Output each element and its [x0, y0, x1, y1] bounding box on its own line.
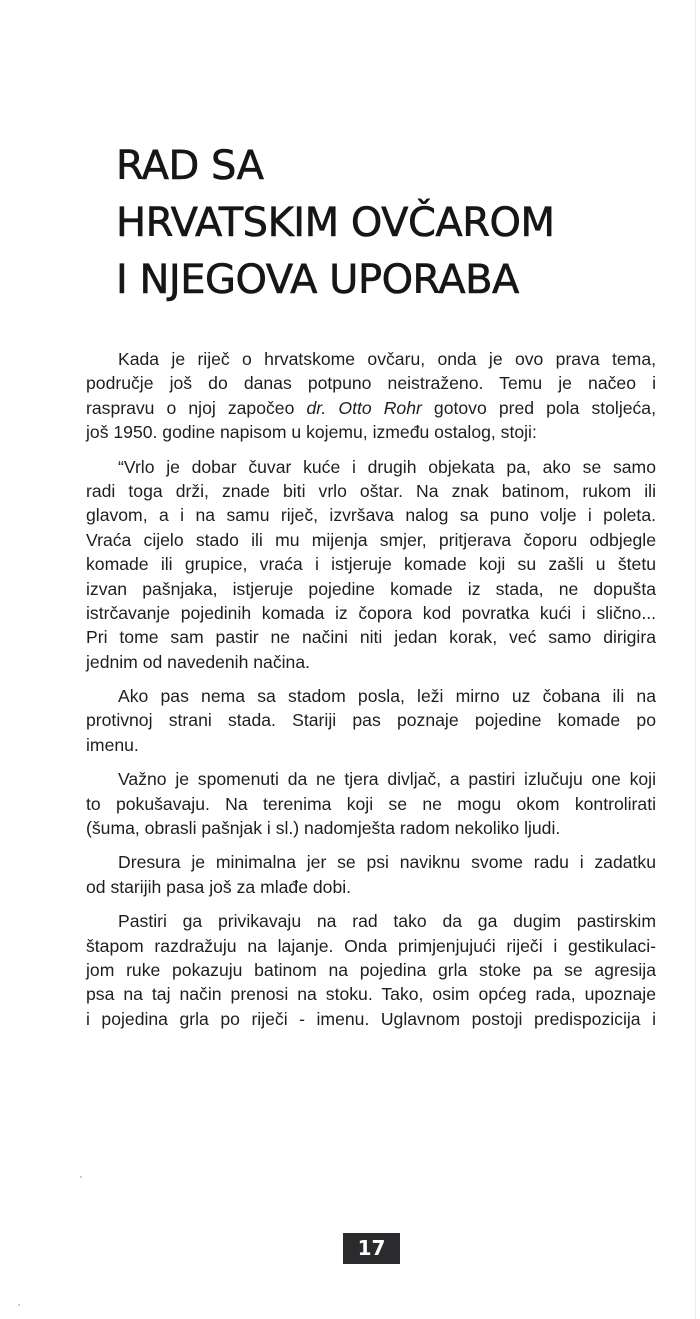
text-line: istrčavanje pojedinih komada iz čopora kod povratka kući i slično...	[86, 602, 656, 623]
text-line: Kada je riječ o hrvatskome ovčaru, onda je ovo prava tema,	[118, 349, 656, 369]
text-line: “Vrlo je dobar čuvar kuće i drugih objekata pa, ako se samo	[118, 456, 656, 477]
page-number: 17	[343, 1233, 400, 1264]
text-line: (šuma, obrasli pašnjak i sl.) nadomješta radom nekoliko ljudi.	[86, 818, 561, 839]
text-line: jednim od navedenih načina.	[86, 651, 310, 672]
body-text	[86, 347, 656, 1041]
paragraph	[86, 909, 656, 1031]
text-span: raspravu o njoj započeo	[86, 397, 295, 418]
text-line: Ako pas nema sa stadom posla, leži mirno uz čobana ili na	[118, 686, 656, 707]
text-line: Pastiri ga privikavaju na rad tako da ga dugim pastirskim	[118, 911, 656, 932]
paragraph	[86, 850, 656, 899]
author-name: dr. Otto Rohr	[306, 397, 422, 418]
text-line: Pri tome sam pastir ne načini niti jedan korak, već samo dirigira	[86, 627, 656, 648]
title-line: RAD SA	[116, 143, 264, 189]
scan-speck	[80, 1176, 82, 1178]
text-line: i pojedina grla po riječi - imenu. Uglavnom postoji predispozicija i	[86, 1008, 656, 1029]
chapter-title	[116, 138, 656, 309]
paragraph-intro	[86, 347, 656, 445]
paragraph-quote	[86, 455, 656, 675]
text-line: to pokušavaju. Na terenima koji se ne mogu okom kontrolirati	[86, 793, 656, 814]
text-line: štapom razdražuju na lajanje. Onda primjenjujući riječi i gestikulaci-	[86, 935, 656, 956]
text-line: izvan pašnjaka, istjeruje pojedine komade iz stada, ne dopušta	[86, 578, 656, 599]
text-line	[86, 396, 656, 420]
scan-speck	[18, 1304, 20, 1306]
text-line: Dresura je minimalna jer se psi naviknu svome radu i zadatku	[118, 852, 656, 873]
text-line: Važno je spomenuti da ne tjera divljač, a pastiri izlučuju one koji	[118, 769, 656, 790]
page-edge	[695, 0, 696, 1319]
text-line: komade ili grupice, vraća i istjeruje komade koji su zašli u štetu	[86, 554, 656, 575]
paragraph	[86, 684, 656, 757]
text-line: psa na taj način prenosi na stoku. Tako, osim općeg rada, upoznaje	[86, 984, 656, 1005]
title-line: I NJEGOVA UPORABA	[116, 257, 519, 303]
text-line: imenu.	[86, 734, 139, 755]
paragraph	[86, 767, 656, 840]
title-line: HRVATSKIM OVČAROM	[116, 200, 555, 246]
text-line: protivnoj strani stada. Stariji pas poznaje pojedine komade po	[86, 710, 656, 731]
text-line: glavom, a i na samu riječ, izvršava nalog sa puno volje i poleta.	[86, 505, 656, 526]
text-span: gotovo pred pola stoljeća,	[433, 397, 656, 418]
text-line: još 1950. godine napisom u kojemu, između ostalog, stoji:	[86, 422, 537, 443]
text-line: jom ruke pokazuju batinom na pojedina grla stoke pa se agresija	[86, 959, 656, 980]
text-line: područje još do danas potpuno neistraženo. Temu je načeo i	[86, 373, 656, 394]
text-line: Vraća cijelo stado ili mu mijenja smjer, pritjerava čoporu odbjegle	[86, 529, 656, 550]
text-line: od starijih pasa još za mlađe dobi.	[86, 876, 352, 897]
text-line: radi toga drži, znade biti vrlo oštar. Na znak batinom, rukom ili	[86, 480, 656, 501]
